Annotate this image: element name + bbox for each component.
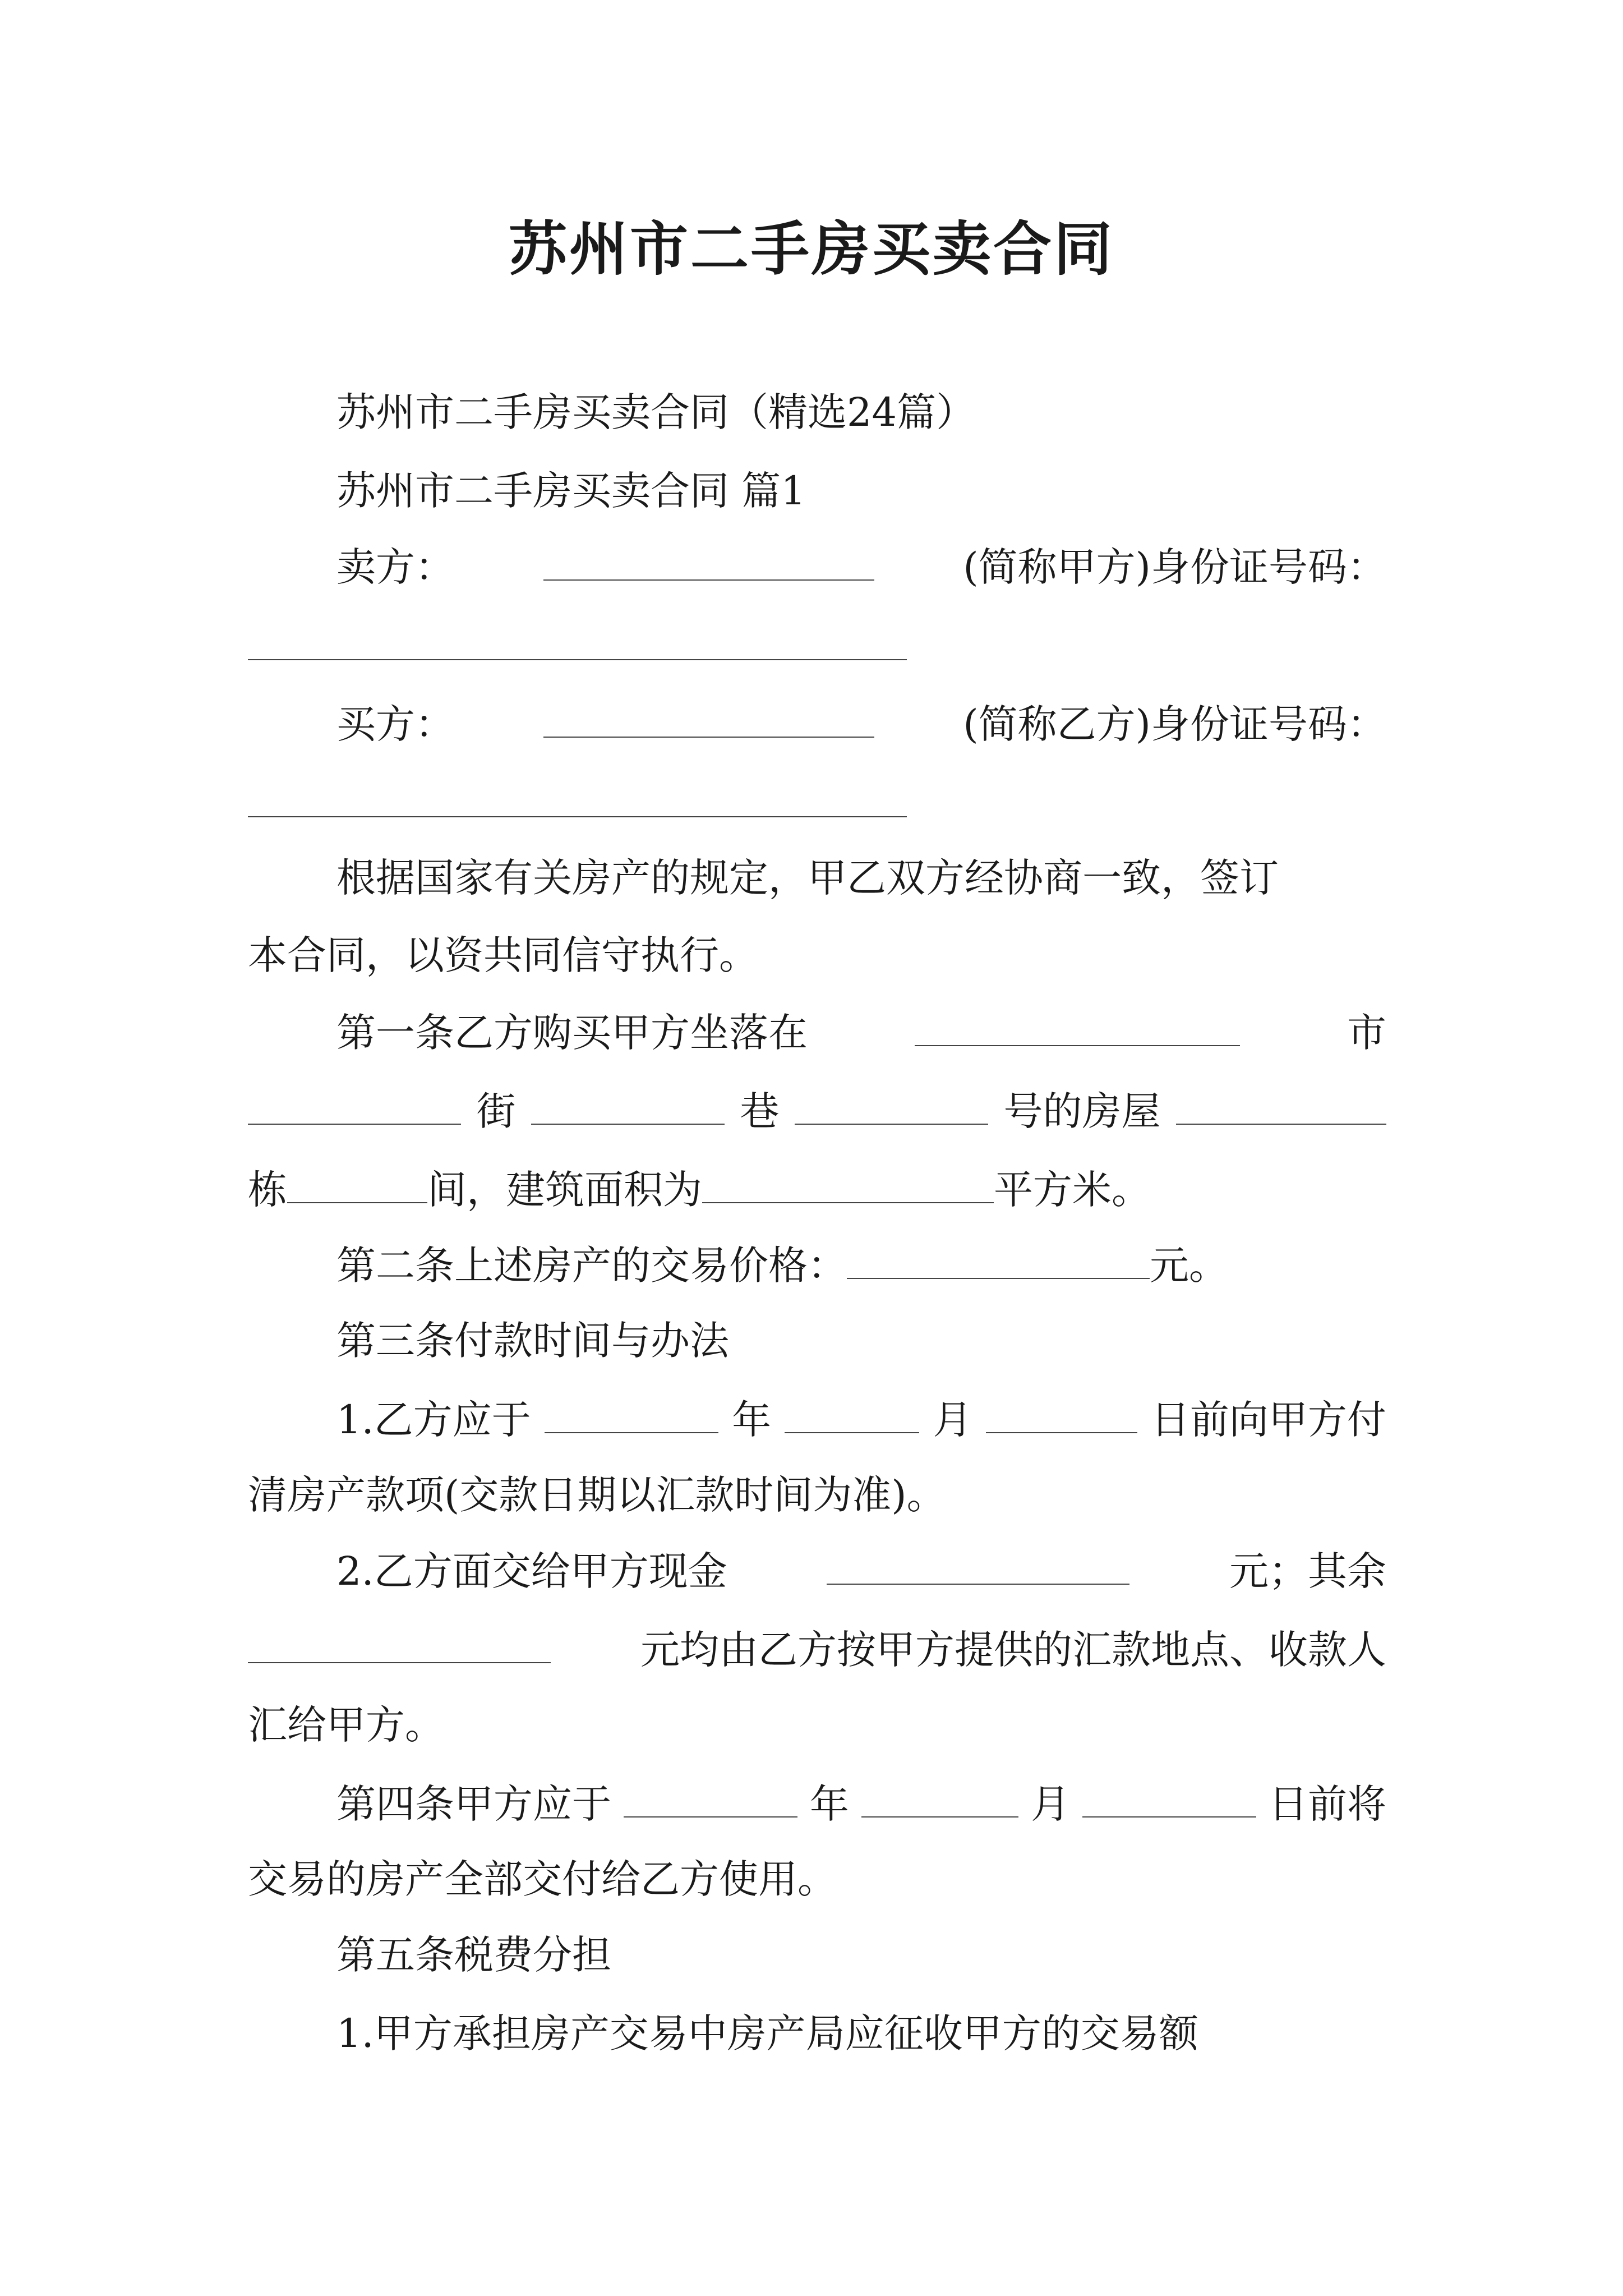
delivery-year-blank (624, 1784, 797, 1818)
article-2-line (336, 1243, 1228, 1289)
article-4-line-2: 交易的房产全部交付给乙方使用。 (248, 1856, 837, 1902)
lane-blank (531, 1091, 725, 1125)
article-4-text-b: 年 (810, 1781, 849, 1827)
article-1-text-h: 平方米。 (994, 1167, 1151, 1213)
article-1-line-2 (248, 1088, 1386, 1134)
payment-day-blank (986, 1400, 1137, 1433)
intro-line-1 (336, 855, 1386, 901)
article-2-text-a: 第二条上述房产的交易价格： (336, 1243, 847, 1289)
article-1-text-c: 街 (476, 1088, 516, 1134)
article-5-1-text: 1.甲方承担房产交易中房产局应征收甲方的交易额 (336, 2010, 1198, 2056)
article-2-text-b: 元。 (1150, 1243, 1228, 1289)
number-blank (795, 1091, 988, 1125)
article-1-text-b: 市 (1347, 1010, 1386, 1056)
article-1-text-a: 第一条乙方购买甲方坐落在 (336, 1010, 808, 1056)
article-1-line-3 (248, 1167, 1151, 1213)
seller-id-blank (248, 659, 907, 660)
article-3-2-text-b: 元；其余 (1229, 1548, 1386, 1594)
article-3-1-text-b: 年 (732, 1397, 772, 1443)
buyer-id-label: (简称乙方)身份证号码： (963, 701, 1386, 747)
article-1-text-g: 间，建筑面积为 (427, 1167, 702, 1213)
delivery-day-blank (1082, 1784, 1256, 1818)
article-3-1-line-2: 清房产款项(交款日期以汇款时间为准)。 (248, 1472, 946, 1518)
article-1-text-e: 号的房屋 (1003, 1088, 1161, 1134)
article-3-1-text-d: 日前向甲方付 (1150, 1397, 1386, 1443)
document-title: 苏州市二手房买卖合同 (508, 214, 1114, 283)
article-1-text-d: 巷 (740, 1088, 780, 1134)
article-3-heading: 第三条付款时间与办法 (336, 1318, 729, 1364)
seller-label: 卖方： (336, 544, 454, 590)
buyer-line (336, 701, 1386, 747)
article-1-text-f: 栋 (248, 1167, 287, 1213)
article-4-line-1 (336, 1781, 1386, 1827)
article-4-text-a: 第四条甲方应于 (336, 1781, 611, 1827)
buyer-name-blank (543, 704, 874, 738)
article-5-heading: 第五条税费分担 (336, 1932, 611, 1978)
article-3-2-line-2 (248, 1627, 1386, 1673)
subtitle: 苏州市二手房买卖合同（精选24篇） (336, 389, 976, 435)
article-1-line-1 (336, 1010, 1386, 1056)
article-3-1-text-c: 月 (933, 1397, 972, 1443)
article-3-2-text-a: 2.乙方面交给甲方现金 (336, 1548, 727, 1594)
article-3-2-text-c: 元均由乙方按甲方提供的汇款地点、收款人 (640, 1627, 1386, 1673)
seller-line (336, 544, 1386, 590)
city-blank (915, 1013, 1240, 1046)
cash-amount-blank (827, 1551, 1129, 1585)
remainder-amount-blank (248, 1630, 551, 1663)
street-blank (248, 1091, 461, 1125)
buyer-label: 买方： (336, 701, 454, 747)
price-blank (847, 1245, 1150, 1279)
article-3-2-line-3: 汇给甲方。 (248, 1702, 444, 1748)
area-blank (702, 1170, 994, 1203)
buyer-id-blank (248, 816, 907, 817)
article-4-text-c: 月 (1031, 1781, 1070, 1827)
rooms-blank (287, 1170, 427, 1203)
payment-month-blank (785, 1400, 919, 1433)
intro-line-2: 本合同，以资共同信守执行。 (248, 932, 758, 978)
article-5-1-line (336, 2010, 1386, 2056)
article-4-text-d: 日前将 (1269, 1781, 1386, 1827)
delivery-month-blank (861, 1784, 1018, 1818)
seller-name-blank (543, 547, 874, 581)
seller-id-label: (简称甲方)身份证号码： (963, 544, 1386, 590)
payment-year-blank (545, 1400, 718, 1433)
building-blank (1176, 1091, 1386, 1125)
article-3-2-line-1 (336, 1548, 1386, 1594)
article-3-1-text-a: 1.乙方应于 (336, 1397, 531, 1443)
section-heading: 苏州市二手房买卖合同 篇1 (336, 468, 806, 514)
article-3-1-line-1 (336, 1397, 1386, 1443)
intro-text-1: 根据国家有关房产的规定，甲乙双方经协商一致，签订 (336, 855, 1279, 901)
